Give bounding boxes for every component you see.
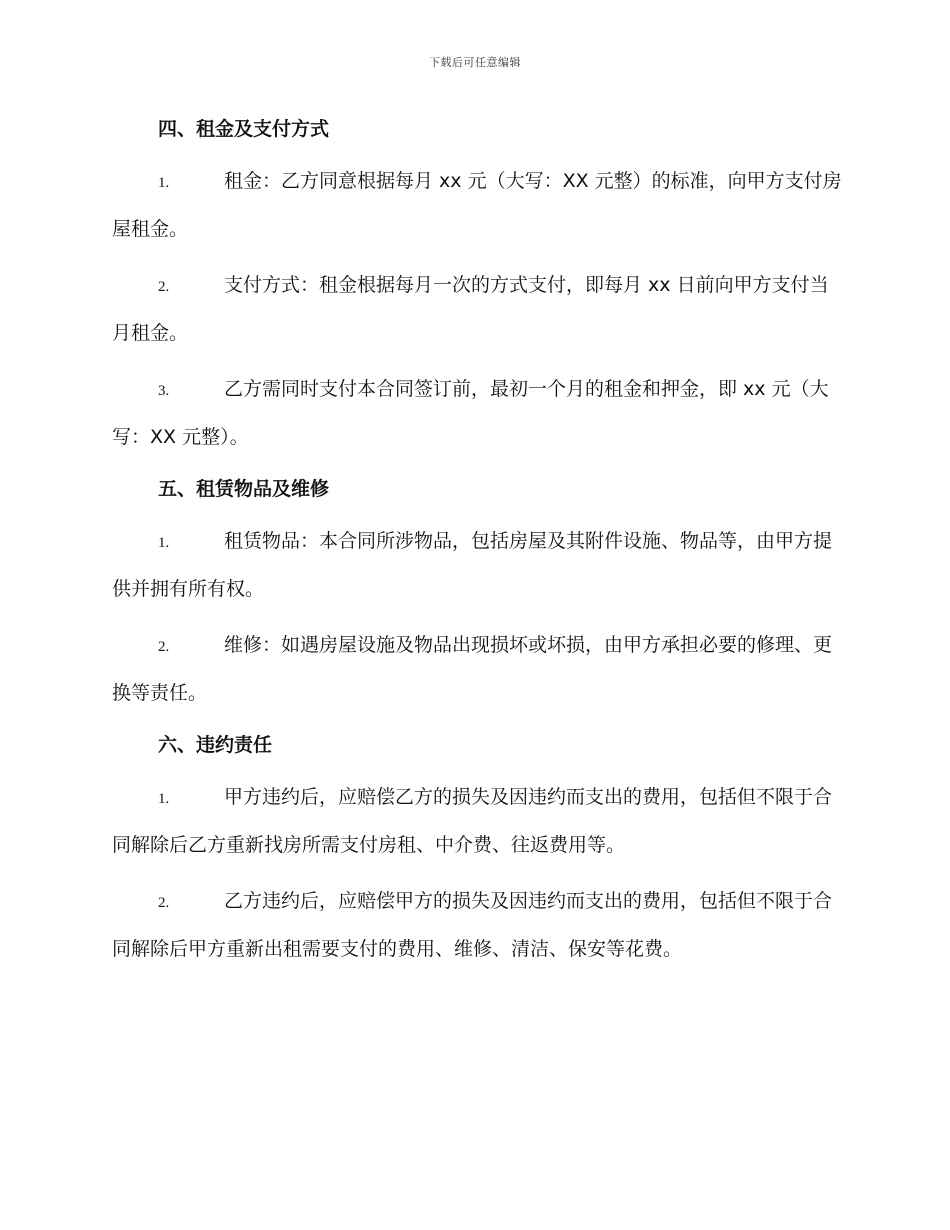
clause-item <box>112 622 842 716</box>
clause-item <box>112 518 842 612</box>
clause-text: 维修：如遇房屋设施及物品出现损坏或坏损，由甲方承担必要的修理、更换等责任。 <box>112 634 833 704</box>
clause-text: 甲方违约后，应赔偿乙方的损失及因违约而支出的费用，包括但不限于合同解除后乙方重新找房所需支付房租、中介费、往返费用等。 <box>112 786 833 856</box>
section-heading: 五、租赁物品及维修 <box>158 478 330 500</box>
clause-item <box>112 262 842 356</box>
clause-item <box>112 878 842 972</box>
clause-item <box>112 366 842 460</box>
clause-number: 1. <box>158 791 170 807</box>
header-note: 下载后可任意编辑 <box>429 56 521 69</box>
clause-number: 1. <box>158 175 170 191</box>
clause-number: 2. <box>158 279 170 295</box>
section-breach-liability <box>112 726 842 972</box>
clause-number: 1. <box>158 535 170 551</box>
clause-text: 乙方需同时支付本合同签订前，最初一个月的租金和押金，即 xx 元（大写：XX 元整）。 <box>112 378 829 448</box>
section-heading: 六、违约责任 <box>158 734 273 756</box>
clause-text: 乙方违约后，应赔偿甲方的损失及因违约而支出的费用，包括但不限于合同解除后甲方重新出租需要支付的费用、维修、清洁、保安等花费。 <box>112 890 833 960</box>
document-body <box>112 110 842 982</box>
clause-number: 2. <box>158 895 170 911</box>
clause-number: 3. <box>158 383 170 399</box>
clause-item <box>112 158 842 252</box>
section-rent-payment <box>112 110 842 460</box>
clause-number: 2. <box>158 639 170 655</box>
section-heading: 四、租金及支付方式 <box>158 118 330 140</box>
clause-text: 支付方式：租金根据每月一次的方式支付，即每月 xx 日前向甲方支付当月租金。 <box>112 274 829 344</box>
section-rental-items-repair <box>112 470 842 716</box>
clause-text: 租赁物品：本合同所涉物品，包括房屋及其附件设施、物品等，由甲方提供并拥有所有权。 <box>112 530 833 600</box>
clause-item <box>112 774 842 868</box>
clause-text: 租金：乙方同意根据每月 xx 元（大写：XX 元整）的标准，向甲方支付房屋租金。 <box>112 170 842 240</box>
